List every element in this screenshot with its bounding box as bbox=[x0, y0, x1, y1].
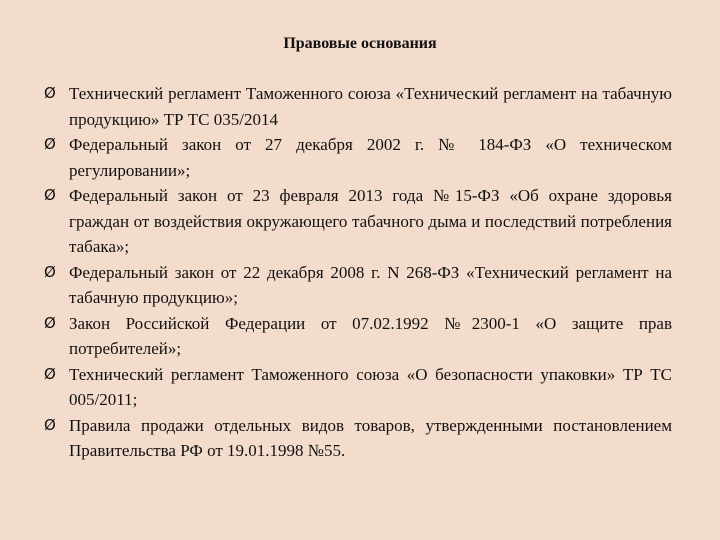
list-item bbox=[44, 362, 672, 413]
arrowhead-bullet-icon: Ø bbox=[44, 135, 56, 153]
arrowhead-bullet-icon: Ø bbox=[44, 364, 56, 383]
list-item-text: Федеральный закон от 22 декабря 2008 г. N 268-ФЗ «Технический регламент на табачную продукцию»; bbox=[69, 262, 672, 307]
list-item bbox=[44, 413, 672, 464]
arrowhead-bullet-icon: Ø bbox=[44, 415, 56, 434]
list-item-text: Правила продажи отдельных видов товаров, утвержденными постановлением Правительства РФ от 19.01.1998 №55. bbox=[69, 415, 672, 460]
list-item bbox=[44, 183, 672, 260]
list-item-text: Технический регламент Таможенного союза «Технический регламент на табачную продукцию» ТР ТС 035/2014 bbox=[69, 84, 672, 129]
arrowhead-bullet-icon: Ø bbox=[44, 84, 56, 102]
list-item-text: Закон Российской Федерации от 07.02.1992 №2300-1 «О защите прав потребителей»; bbox=[69, 313, 672, 358]
list-item bbox=[44, 311, 672, 362]
list-item bbox=[44, 260, 672, 311]
page-title: Правовые основания bbox=[283, 35, 437, 52]
arrowhead-bullet-icon: Ø bbox=[44, 186, 56, 204]
arrowhead-bullet-icon: Ø bbox=[44, 313, 56, 332]
list-item-text: Технический регламент Таможенного союза «О безопасности упаковки» ТР ТС 005/2011; bbox=[69, 364, 672, 409]
list-item bbox=[44, 132, 672, 183]
list-item bbox=[44, 81, 672, 132]
list-item-text: Федеральный закон от 27 декабря 2002 г. № 184-ФЗ «О техническом регулировании»; bbox=[69, 135, 672, 180]
list-item-text: Федеральный закон от 23 февраля 2013 года №15-ФЗ «Об охране здоровья граждан от воздействия окружающего табачного дыма и последствий потребления табака»; bbox=[69, 186, 672, 256]
legal-basis-list bbox=[44, 81, 672, 464]
arrowhead-bullet-icon: Ø bbox=[44, 262, 56, 281]
